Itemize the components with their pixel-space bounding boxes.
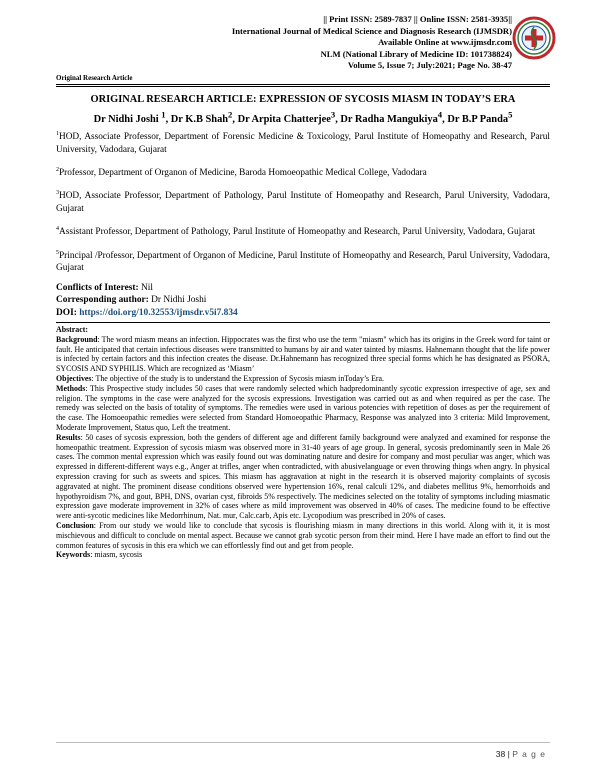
author: Dr Arpita Chatterjee$^3$, <box>237 110 341 126</box>
abstract <box>56 323 550 560</box>
abstract-methods: Methods: This Prospective study includes 50 cases that were randomly selected which hadpredominantly sycotic expression irrespective of age, sex and religion. The symptoms in the case were analyzed for the sycosis expressions. Investigation was carried out as and when required as per the case. The remedy was selected on the basis of totality of symptoms. The remedies were used in various potencies with repetition of doses as per the requirement of the case. The Homoeopathic remedies were selected from Standard Homoeopathic Pharmacy, Response was analyzed into 3 criteria: Mild Improvement, Moderate Improvement, Status quo, Left the treatment. <box>56 383 550 432</box>
affiliation: $^5$Principal /Professor, Department of Organon of Medicine, Parul Institute of Homeopathy and Research, Parul University, Vadodara, Gujarat <box>56 249 550 274</box>
article-type-label: Original Research Article <box>56 74 133 82</box>
author: Dr Nidhi Joshi $^1$, <box>93 110 171 126</box>
abstract-results: Results: 50 cases of sycosis expression, both the genders of different age and different family background were analyzed and examined for response the homeopathic treatment. Expression of sycosis miasm was observed more in 31-40 years of age group. In general, sycosis predominantly seen in Male 26 cases. The common mental expression which was easily found out was dominating nature and desire for company and most peculiar was anger, which was expressed in different-different ways e.g., Anger at trifles, anger when contradicted, with abusivelanguage or even throwing things when angry. In physical expression craving for such as sweets and spices. This miasm has aggravation at night in the research it is observed majority complaints of sycosis aggravated at night. The prominent disease conditions observed were hypertension 16%, renal calculi 12%, and diabetes mellitus 9%, hemorrhoids and hypothyroidism 7%, and gout, BPH, DNS, ovarian cyst, fibroids 5% respectively. The medicines selected on the totality of symptoms including miasmatic expression gave moderate improvement in 32% of cases where as mild improvement was observed in 40% of cases. The medicine found to be effective were anti-sycotic medicines like Medorrhinum, Nat. mur, Calc.carb, Apis etc. Lycopodium was prescribed in 20% of cases. <box>56 432 550 521</box>
page-footer <box>56 742 550 763</box>
journal-header-lines <box>232 14 512 72</box>
volume-line: Volume 5, Issue 7; July:2021; Page No. 38-47 <box>347 60 512 71</box>
abstract-keywords: Keywords: miasm, sycosis <box>56 550 143 560</box>
issn-line: || Print ISSN: 2589-7837 || Online ISSN: 2581-3935|| <box>323 14 512 24</box>
journal-name: International Journal of Medical Science and Diagnosis Research (IJMSDR) <box>231 25 512 36</box>
author: Dr K.B Shah$^2$, <box>170 110 238 126</box>
abstract-heading: Abstract: <box>56 325 88 334</box>
availability-line: Available Online at www.ijmsdr.com <box>378 37 512 48</box>
header-rule <box>56 84 550 85</box>
affiliation: $^2$Professor, Department of Organon of Medicine, Baroda Homoeopathic Medical College, Vadodara <box>56 166 427 178</box>
doi: DOI: https://doi.org/10.32553/ijmsdr.v5i7.834 <box>56 307 238 318</box>
affiliations <box>56 128 550 283</box>
article-meta <box>56 282 550 319</box>
abstract-objectives: Objectives: The objective of the study is to understand the Expression of Sycosis miasm inToday’s Era. <box>56 373 385 383</box>
affiliation: $^1$HOD, Associate Professor, Department of Forensic Medicine & Toxicology, Parul Institute of Homeopathy and Research, Parul University, Vadodara, Gujarat <box>56 131 550 155</box>
author: Dr B.P Panda$^5$ <box>447 110 513 126</box>
author-list <box>56 110 550 125</box>
corresponding-author: Corresponding author: Dr Nidhi Joshi <box>56 295 207 306</box>
doi-link[interactable]: https://doi.org/10.32553/ijmsdr.v5i7.834 <box>79 307 238 318</box>
journal-header <box>56 14 550 82</box>
article-title: ORIGINAL RESEARCH ARTICLE: EXPRESSION OF SYCOSIS MIASM IN TODAY’S ERA <box>90 94 516 105</box>
conflicts-of-interest: Conflicts of Interest: Nil <box>56 283 153 293</box>
affiliation: $^4$Assistant Professor, Department of Pathology, Parul Institute of Homeopathy and Research, Parul University, Vadodara, Gujarat <box>56 226 536 238</box>
abstract-conclusion: Conclusion: From our study we would like to conclude that sycosis is flourishing miasm in many directions in this world. Along with it, it is most mischievous and difficult to conclude on mental aspect. Because we cannot grab sycotic person from their mind. Here I have made an effort to find out the common features of sycosis in this era which we can effortlessly find out and get from people. <box>56 520 550 550</box>
header-rule-double <box>56 86 550 87</box>
page-number: 38 | P a g e <box>495 749 546 759</box>
abstract-box <box>56 322 550 769</box>
abstract-background: Background: The word miasm means an infection. Hippocrates was the first who use the term "miasm" which has its origins in the Greek word for taint or fault. He anticipated that certain infectious diseases were transmitted to humans by air and water tainted by miasms. Hahnemann thought that the life power is infected by certain factors and this infection creates the disease. Dr.Hahnemann has recognized three special forms which he has designated as PSORA, SYCOSIS AND SYPHILIS. Which are recognized as ‘Miasm’ <box>56 334 550 374</box>
author: Dr Radha Mangukiya$^4$, <box>340 110 448 126</box>
journal-seal-icon <box>512 16 556 60</box>
nlm-line: NLM (National Library of Medicine ID: 101738824) <box>320 48 512 59</box>
affiliation: $^3$HOD, Associate Professor, Department of Pathology, Parul Institute of Homeopathy and Research, Parul University, Vadodara, Gujarat <box>56 190 550 214</box>
